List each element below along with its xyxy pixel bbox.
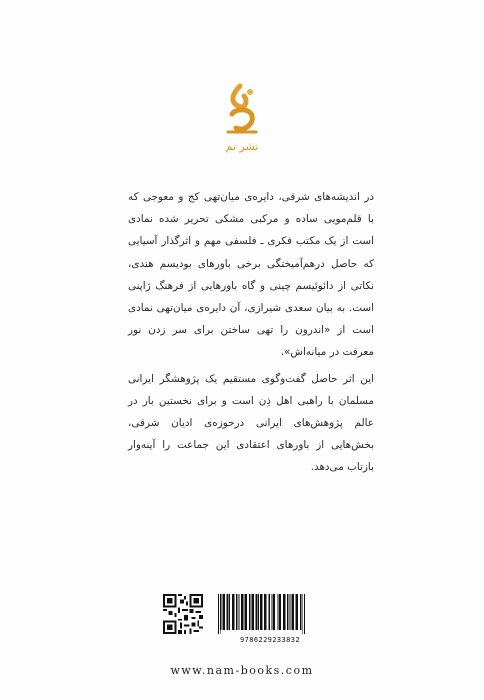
publisher-logo-icon	[210, 80, 274, 140]
blurb-paragraph-1: در اندیشه‌های شرقی، دایره‌ی میان‌تهی کج و معوجی که با قلم‌مویی ساده و مرکبی مشکی تحریر شده نمادی است از یک مکتب فکری ـ فلسفی مهم و اثرگذار آسیایی که حاصل درهم‌آمیختگی برخی باورهای بودیسم هندی، نکاتی از دائوئیسم چینی و گاه باورهایی از فرهنگ ژاپنی است. به بیان سعدی شیرازی، آن دایره‌ی میان‌تهی نمادی است از «اندرون را تهی ساختن برای سر زدن نور معرفت در میانه‌اش».	[128, 191, 374, 359]
blurb-paragraph-2: این اثر حاصل گفت‌وگوی مستقیم یک پژوهشگر ایرانی مسلمان با راهبی اهل ذِن است و برای نخستین بار در عالم پژوهش‌های ایرانی درحوزه‌ی ادیان شرقی، بخش‌هایی از باورهای اعتقادی این جماعت را آینه‌وار بازتاب می‌دهد.	[128, 372, 374, 474]
website-url: www.nam-books.com	[170, 664, 314, 677]
barcode-bars	[214, 594, 326, 634]
publisher-logo	[210, 80, 274, 170]
isbn-number: 9786229233832	[240, 636, 300, 644]
qr-code	[163, 594, 203, 634]
publisher-name: نشر نم	[225, 140, 259, 153]
blurb	[128, 186, 374, 479]
isbn-barcode	[214, 594, 326, 648]
